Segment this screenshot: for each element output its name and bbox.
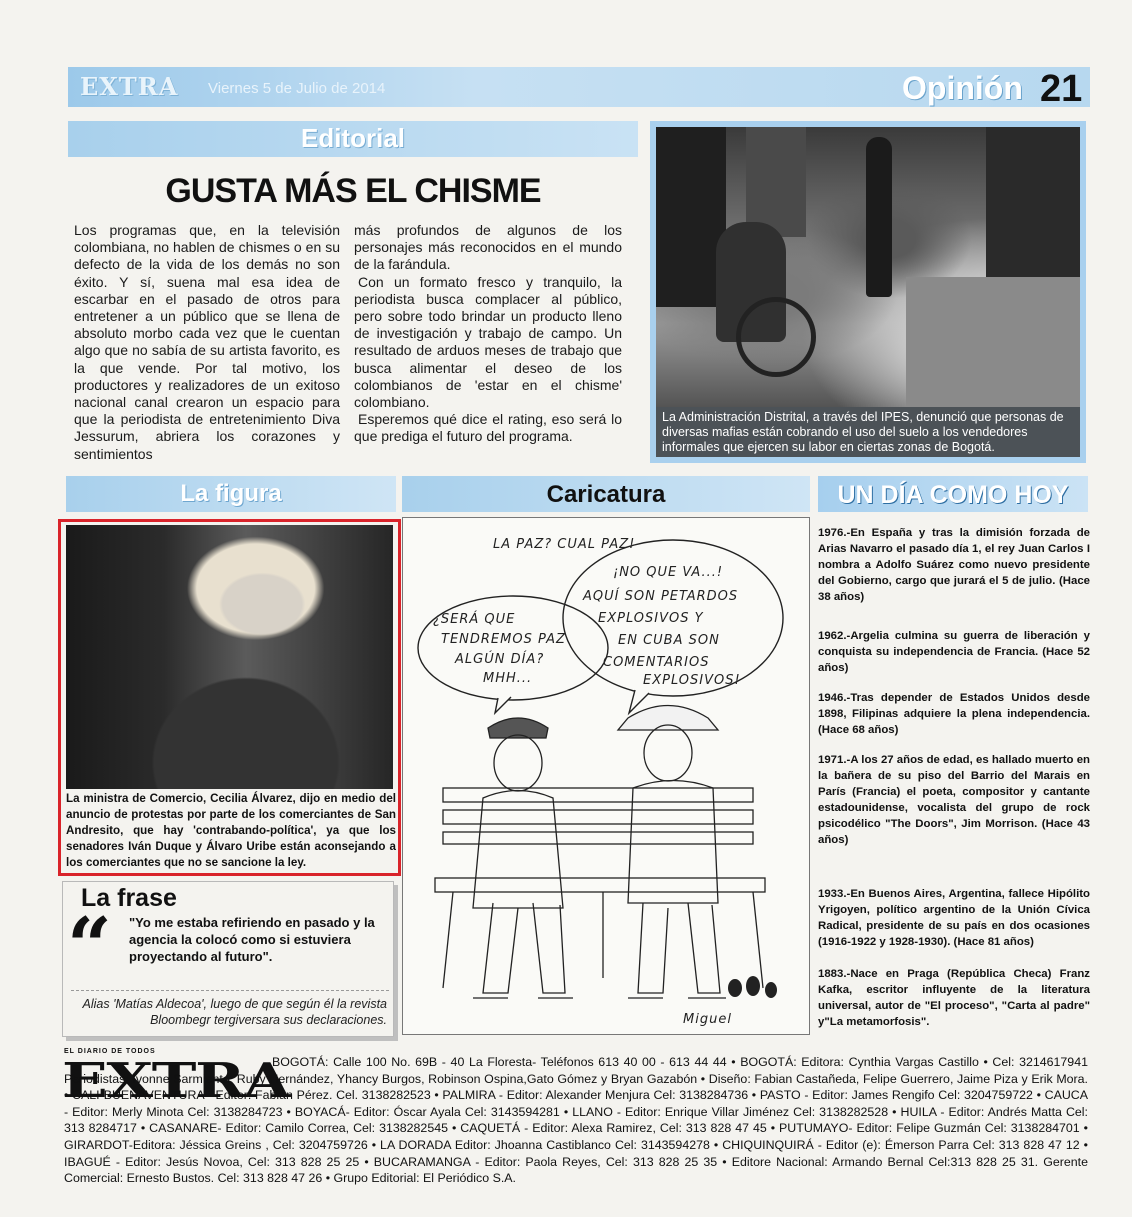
history-year: 1883.- (818, 968, 851, 980)
editorial-tab-label: Editorial (300, 123, 405, 153)
editorial-paragraph: Con un formato fresco y tranquilo, la periodista busca complacer al público, pero sobre todo brindar un producto lleno de investigación y trabajo de campo. Un resultado de arduos meses de trabajo que busca alimentar el deseo de los colombianos de 'estar en el chisme' colombiano. (354, 273, 622, 411)
minister-portrait-photo (66, 525, 393, 789)
cartoon-man-right (618, 706, 726, 999)
bubble-right-line: COMENTARIOS (603, 655, 710, 670)
frase-credit: Alias 'Matías Aldecoa', luego de que según él la revista Bloombegr tergiversara sus declaraciones. (82, 997, 387, 1027)
history-item (818, 966, 1090, 1030)
history-year: 1946.- (818, 692, 851, 704)
history-item (818, 752, 1090, 848)
birds-drawing (728, 976, 777, 998)
editorial-column-2 (354, 222, 622, 446)
header-date: Viernes 5 de Julio de 2014 (208, 80, 386, 97)
history-text: Argelia culmina su guerra de liberación y conquista su independencia de Francia. (Hace 52 años) (818, 630, 1090, 674)
un-dia-tab-label: UN DÍA COMO HOY (837, 481, 1069, 509)
cartoonist-signature: Miguel (683, 1012, 732, 1027)
bubble-right-line: EXPLOSIVOS Y (598, 611, 704, 626)
bubble-right-line: ¡NO QUE VA...! (613, 565, 724, 580)
history-year: 1933.- (818, 888, 851, 900)
news-photo-frame (650, 121, 1086, 463)
history-item (818, 886, 1090, 950)
history-text: Tras depender de Estados Unidos desde 1898, Filipinas adquiere la plena independencia. (Hace 68 años) (818, 692, 1090, 736)
quote-mark-icon: “ (67, 901, 112, 992)
cartoon-heading: LA PAZ? CUAL PAZ! (493, 537, 636, 552)
frase-box (62, 881, 394, 1037)
figura-highlight-box (58, 519, 401, 876)
footer-credits-text: BOGOTÁ: Calle 100 No. 69B - 40 La Floresta- Teléfonos 613 40 00 - 613 44 44 • BOGOTÁ: Editora: Cynthia Vargas Castillo • Cel: 3214617941 Periodistas: Ivonne Sarmiento, Ruby Hernández, Yhancy Burgos, Robinson Ospina,Gato Gómez y Bryan Gazabón • Diseño: Fabian Castañeda, Felipe Guerrero, Jaime Piza y Erik Mora. • CALI-BUENAVENTURA - Editor: Fabián Pérez. Cel. 3138282523 • PALMIRA - Editor: Alexander Menjura Cel: 3138284736 • PASTO - Editor: James Rengifo Cel: 3204759722 • CAUCA - Editor: Merly Minota Cel: 3138284723 • BOYACÁ- Editor: Óscar Ayala Cel: 3143594281 • LLANO - Editor: Enrique Villar Jiménez Cel: 3138282528 • HUILA - Editor: Andrés Matta Cel: 313 8284717 • CASANARE- Editor: Camilo Correa, Cel: 3138282545 • CAQUETÁ - Editor: Alexa Ramirez, Cel: 313 828 47 45 • PUTUMAYO- Editor: Felipe Guzmán Cel: 3138284701 • GIRARDOT-Editora: Jéssica Greins , Cel: 3204759726 • LA DORADA Editor: Jhoanna Castiblanco Cel: 3143594278 • CHIQUINQUIRÁ - Editor (e): Émerson Parra Cel: 313 828 47 12 • IBAGUÉ - Editor: Jesús Novoa, Cel: 313 828 25 25 • BUCARAMANGA - Editor: Paola Reyes, Cel: 313 828 25 35 • Editore Nacional: Armando Bernal Cel:313 828 25 31. Gerente Comercial: Ernesto Bustos. Cel: 313 828 47 26 • Grupo Editorial: El Periódico S.A. (64, 1055, 1088, 1186)
bubble-left-line: MHH... (483, 671, 533, 686)
history-year: 1976.- (818, 527, 851, 539)
history-item (818, 525, 1090, 605)
history-year: 1971.- (818, 754, 851, 766)
history-text: A los 27 años de edad, es hallado muerto en la bañera de su piso del Barrio del Marais en París (Francia) el poeta, compositor y cantante estadounidense, vocalista del grupo de rock psicodélico "The Doors", Jim Morrison. (Hace 43 años) (818, 754, 1090, 846)
header-logo: EXTRA (80, 72, 179, 101)
history-text: Nace en Praga (República Checa) Franz Kafka, escritor influyente de la literatura universal, autor de "El proceso", "Carta al padre" y"La metamorfosis". (818, 968, 1090, 1028)
page-number: 21 (1040, 68, 1083, 110)
footer-logo: EXTRA (62, 1053, 290, 1109)
bench-drawing (435, 788, 765, 988)
bubble-right-line: EN CUBA SON (618, 633, 720, 648)
frase-title: La frase (81, 884, 177, 912)
bubble-left-line: ¿SERÁ QUE (433, 612, 516, 627)
figura-caption: La ministra de Comercio, Cecilia Álvarez, dijo en medio del anuncio de protestas por parte de los comerciantes de San Andresito, que hay 'contrabando-política', ya que los senadores Iván Duque y Álvaro Uribe están aconsejando a los comerciantes que no se sancione la ley. (66, 792, 396, 869)
history-text: En España y tras la dimisión forzada de Arias Navarro el pasado día 1, el rey Juan Carlos I nombra a Adolfo Suárez como nuevo presidente del Gobierno, cargo que jurará el 5 de julio. (Hace 38 años) (818, 527, 1090, 603)
divider (71, 990, 389, 991)
bubble-right-line: AQUÍ SON PETARDOS (583, 589, 739, 604)
bubble-left-line: ALGÚN DÍA? (455, 652, 545, 667)
cartoon-panel (402, 517, 810, 1035)
footer-credits (64, 1054, 1088, 1187)
photo-caption: La Administración Distrital, a través del IPES, denunció que personas de diversas mafias están cobrando el uso del suelo a los vendedores informales que ejercen su labor en ciertas zonas de Bogotá. (656, 407, 1080, 457)
history-item (818, 690, 1090, 738)
history-item (818, 628, 1090, 676)
editorial-paragraph: Los programas que, en la televisión colombiana, no hablen de chismes o en su defecto de la vida de los demás no son éxito. Y sí, suena mal esa idea de escarbar en el pasado de otros para entretener a un público que se llena de absoluto morbo cada vez que le cuentan algo que no sabía de su artista favorito, es la que vende. Por tal motivo, los productores y realizadores de un exitoso nacional canal crearon un espacio para que la periodista de entretenimiento Diva Jessurum, abriera los corazones y sentimientos (74, 222, 340, 462)
frase-quote: "Yo me estaba refiriendo en pasado y la agencia la colocó como si estuviera proyectando al futuro". (129, 915, 375, 964)
section-title: Opinión (902, 70, 1023, 106)
caricatura-tab-label: Caricatura (546, 481, 666, 508)
figura-tab-label: La figura (180, 480, 282, 507)
street-vendors-photo (656, 127, 1080, 407)
editorial-paragraph: más profundos de algunos de los personajes más reconocidos en el mundo de la farándula. (354, 222, 622, 273)
cartoon-drawing (403, 518, 809, 1034)
history-year: 1962.- (818, 630, 851, 642)
cartoon-man-left (473, 718, 573, 998)
editorial-paragraph: Esperemos qué dice el rating, eso será lo que prediga el futuro del programa. (354, 411, 622, 445)
bubble-right-line: EXPLOSIVOS! (643, 673, 741, 688)
editorial-column-1 (74, 222, 340, 463)
footer-tagline: EL DIARIO DE TODOS (64, 1048, 156, 1055)
editorial-headline: GUSTA MÁS EL CHISME (165, 172, 541, 210)
bubble-left-line: TENDREMOS PAZ (441, 632, 566, 647)
history-text: En Buenos Aires, Argentina, fallece Hipólito Yrigoyen, político argentino de la Unión Cívica Radical, presidente de su país en dos ocasiones (1916-1922 y 1928-1930). (Hace 81 años) (818, 888, 1090, 948)
